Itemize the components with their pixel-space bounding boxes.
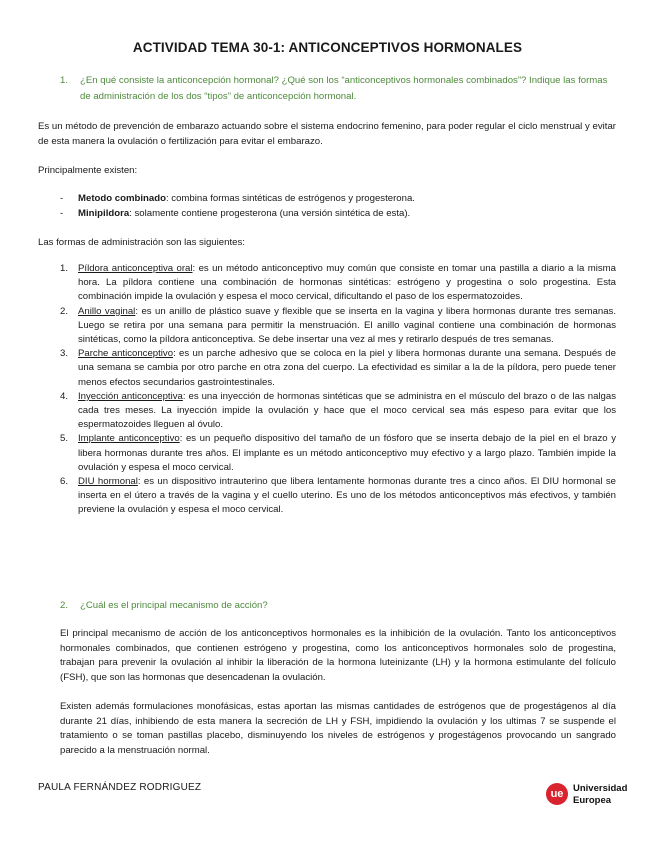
bullet-dash: - xyxy=(60,193,64,204)
question-1-text: ¿En qué consiste la anticoncepción hormonal? ¿Qué son los “anticonceptivos hormonales combinados”? Indique las formas de administración de los dos “tipos” de anticoncepción hormonal. xyxy=(80,75,608,102)
list-number: 5. xyxy=(60,433,69,445)
type-name: Minipildora xyxy=(78,208,130,219)
question-2-text: ¿Cuál es el principal mecanismo de acción? xyxy=(80,600,268,611)
method-name: Inyección anticonceptiva xyxy=(78,390,183,402)
list-item xyxy=(60,347,616,390)
method-desc: : es un anillo de plástico suave y flexible que se inserta en la vagina y libera hormonas durante tres semanas. Luego se retira por una semana para permitir la menstruación. El anillo vaginal contiene una combinación de hormonas sintéticas, como la píldora anticonceptiva. Se debe insertar una vez al mes y retirarlo después de tres semanas. xyxy=(78,305,616,346)
question-1-number: 1. xyxy=(60,75,69,86)
type-item-minipill xyxy=(60,207,620,222)
principal-label: Principalmente existen: xyxy=(38,165,138,176)
forms-intro: Las formas de administración son las siguientes: xyxy=(38,237,245,248)
intro-paragraph: Es un método de prevención de embarazo actuando sobre el sistema endocrino femenino, para poder regular el ciclo menstrual y evitar de esta manera la ovulación o fertilización para evitar el embarazo. xyxy=(38,121,616,147)
page-title: ACTIVIDAD TEMA 30-1: ANTICONCEPTIVOS HORMONALES xyxy=(132,40,523,55)
type-item-combined xyxy=(60,192,620,207)
type-name: Metodo combinado xyxy=(78,193,166,204)
list-item xyxy=(60,432,616,475)
ue-logo-icon: ue xyxy=(546,783,568,805)
logo-text-line-2: Europea xyxy=(573,795,612,806)
list-number: 1. xyxy=(60,263,69,274)
bullet-dash: - xyxy=(60,208,64,219)
method-desc: : es un pequeño dispositivo del tamaño de un fósforo que se inserta debajo de la piel en el brazo y libera hormonas durante tres años. El implante es un método anticonceptivo muy efectivo y a largo plazo. También impide la ovulación y espesa el moco cervical. xyxy=(78,433,616,473)
question-1 xyxy=(60,73,620,105)
list-number: 3. xyxy=(60,348,69,360)
answer-2-paragraph-2: Existen además formulaciones monofásicas, estas aportan las mismas cantidades de estrógenos que de progestágenos al día durante 21 días, inhibiendo de esta manera la secreción de LH y FSH, impidiendo la ovulación y los ultimas 7 se suspende el tratamiento o se toman pastillas placebo, disminuyendo los niveles de estrógenos y progestágenos provocando un sangrado parecido a la menstruación normal. xyxy=(60,701,616,756)
type-desc: : solamente contiene progesterona (una versión sintética de esta). xyxy=(129,208,411,219)
type-desc: : combina formas sintéticas de estrógenos y progesterona. xyxy=(165,193,415,204)
list-item xyxy=(60,305,616,348)
answer-2-paragraph-1: El principal mecanismo de acción de los anticonceptivos hormonales es la inhibición de la ovulación. Tanto los anticonceptivos hormonales combinados, que contienen estrógeno y progestina, como los anticonceptivos hormonales solo de progestina, trabajan para prevenir la ovulación al inhibir la liberación de la hormona luteinizante (LH) y la hormona estimulante del folículo (FSH), que son las hormonas que desencadenan la ovulación. xyxy=(60,628,616,683)
question-2-number: 2. xyxy=(60,600,69,611)
method-name: Parche anticonceptivo xyxy=(78,348,174,360)
logo-text-line-1: Universidad xyxy=(573,783,628,794)
list-item xyxy=(60,475,616,518)
method-desc: : es un dispositivo intrauterino que libera lentamente hormonas durante tres a cinco años. El DIU hormonal se inserta en el útero a través de la vagina y el cuello uterino. Es uno de los métodos anticonceptivos más efectivos, y también previene la ovulación y espesa el moco cervical. xyxy=(78,476,616,516)
list-number: 2. xyxy=(60,305,69,317)
list-number: 6. xyxy=(60,476,69,488)
method-desc: : es un método anticonceptivo muy común que consiste en tomar una pastilla a diario a la misma hora. La píldora contiene una combinación de hormonas sintéticas: estrógeno y progestina o solo progestina. Esta combinación impide la ovulación y espesa el moco cervical, dificultando el paso de los espermatozoides. xyxy=(78,263,616,303)
method-name: Implante anticonceptivo xyxy=(78,433,180,445)
university-logo xyxy=(546,781,638,809)
list-number: 4. xyxy=(60,390,69,402)
method-name: Píldora anticonceptiva oral xyxy=(78,263,193,274)
method-name: DIU hormonal xyxy=(78,476,138,488)
list-item xyxy=(60,390,616,433)
method-desc: : es un parche adhesivo que se coloca en la piel y libera hormonas durante una semana. Después de una semana se cambia por otro parche en otra zona del cuerpo. La efectividad es similar a la de la píldora, pero puede tener menos efectos secundarios gastrointestinales. xyxy=(78,348,616,388)
methods-list xyxy=(60,262,616,518)
method-desc: : es una inyección de hormonas sintéticas que se administra en el músculo del brazo o de las nalgas cada tres meses. La inyección impide la ovulación y hace que el moco cervical sea más espeso para evitar que los espermatozoides lleguen al óvulo. xyxy=(78,390,617,431)
list-item xyxy=(60,262,616,305)
method-name: Anillo vaginal xyxy=(78,305,136,317)
author-name: PAULA FERNÁNDEZ RODRIGUEZ xyxy=(38,782,202,793)
question-2 xyxy=(60,598,620,614)
